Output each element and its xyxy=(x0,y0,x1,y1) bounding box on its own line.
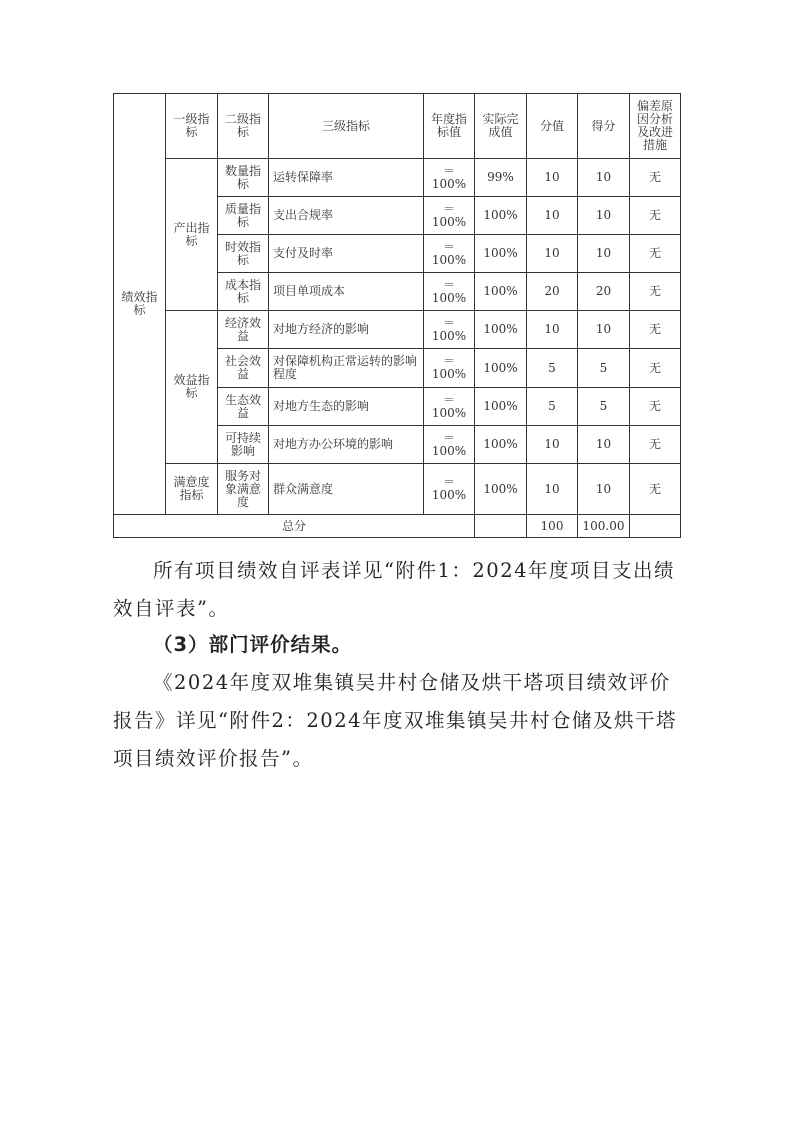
level2-cell: 服务对象满意度 xyxy=(218,464,269,515)
target-cell: ＝100% xyxy=(424,235,475,273)
level3-cell: 运转保障率 xyxy=(269,159,424,197)
actual-cell: 100% xyxy=(475,197,527,235)
level3-cell: 对地方经济的影响 xyxy=(269,311,424,349)
header-level3: 三级指标 xyxy=(269,94,424,159)
actual-cell: 100% xyxy=(475,273,527,311)
category-cell: 绩效指标 xyxy=(114,94,166,515)
value-cell: 20 xyxy=(527,273,578,311)
deviation-cell: 无 xyxy=(630,464,681,515)
value-cell: 10 xyxy=(527,311,578,349)
deviation-cell: 无 xyxy=(630,235,681,273)
target-cell: ＝100% xyxy=(424,311,475,349)
paragraph-attachment1-cont xyxy=(113,590,685,628)
total-score: 100.00 xyxy=(578,515,630,538)
level3-cell: 对地方办公环境的影响 xyxy=(269,426,424,464)
value-cell: 10 xyxy=(527,197,578,235)
deviation-cell: 无 xyxy=(630,159,681,197)
header-annual-target: 年度指标值 xyxy=(424,94,475,159)
table-row xyxy=(114,159,681,197)
p2-line2: 报告》详见“附件2：2024年度双堆集镇吴井村仓储及烘干塔 xyxy=(113,709,678,732)
section-heading xyxy=(113,626,685,664)
total-value: 100 xyxy=(527,515,578,538)
value-cell: 5 xyxy=(527,388,578,426)
level3-cell: 对地方生态的影响 xyxy=(269,388,424,426)
score-cell: 10 xyxy=(578,464,630,515)
level2-cell: 可持续影响 xyxy=(218,426,269,464)
score-cell: 10 xyxy=(578,159,630,197)
p1-line1: 所有项目绩效自评表详见“附件1：2024年度项目支出绩 xyxy=(153,559,676,582)
target-cell: ＝100% xyxy=(424,273,475,311)
level3-cell: 对保障机构正常运转的影响程度 xyxy=(269,349,424,388)
actual-cell: 100% xyxy=(475,311,527,349)
header-row xyxy=(114,94,681,159)
group-benefit: 效益指标 xyxy=(166,311,218,464)
performance-table xyxy=(113,93,681,538)
value-cell: 10 xyxy=(527,159,578,197)
deviation-cell: 无 xyxy=(630,349,681,388)
level3-cell: 支出合规率 xyxy=(269,197,424,235)
paragraph-report xyxy=(113,664,685,702)
actual-cell: 100% xyxy=(475,388,527,426)
target-cell: ＝100% xyxy=(424,197,475,235)
paragraph-report-end xyxy=(113,740,685,778)
actual-cell: 99% xyxy=(475,159,527,197)
table-row xyxy=(114,464,681,515)
group-output: 产出指标 xyxy=(166,159,218,311)
p2-line1: 《2024年度双堆集镇吴井村仓储及烘干塔项目绩效评价 xyxy=(153,671,671,694)
deviation-cell: 无 xyxy=(630,311,681,349)
level2-cell: 时效指标 xyxy=(218,235,269,273)
target-cell: ＝100% xyxy=(424,349,475,388)
header-actual: 实际完成值 xyxy=(475,94,527,159)
deviation-cell: 无 xyxy=(630,197,681,235)
value-cell: 10 xyxy=(527,235,578,273)
table-row xyxy=(114,311,681,349)
level2-cell: 质量指标 xyxy=(218,197,269,235)
total-actual xyxy=(475,515,527,538)
level3-cell: 项目单项成本 xyxy=(269,273,424,311)
header-score-got: 得分 xyxy=(578,94,630,159)
paragraph-attachment1 xyxy=(113,552,685,590)
score-cell: 20 xyxy=(578,273,630,311)
deviation-cell: 无 xyxy=(630,273,681,311)
level2-cell: 经济效益 xyxy=(218,311,269,349)
total-label: 总分 xyxy=(114,515,475,538)
score-cell: 10 xyxy=(578,426,630,464)
level3-cell: 群众满意度 xyxy=(269,464,424,515)
p2-line3: 项目绩效评价报告”。 xyxy=(113,747,314,770)
header-level1: 一级指标 xyxy=(166,94,218,159)
target-cell: ＝100% xyxy=(424,426,475,464)
score-cell: 5 xyxy=(578,388,630,426)
actual-cell: 100% xyxy=(475,426,527,464)
header-deviation: 偏差原因分析及改进措施 xyxy=(630,94,681,159)
total-row xyxy=(114,515,681,538)
value-cell: 10 xyxy=(527,464,578,515)
total-deviation xyxy=(630,515,681,538)
level2-cell: 生态效益 xyxy=(218,388,269,426)
actual-cell: 100% xyxy=(475,464,527,515)
header-score-value: 分值 xyxy=(527,94,578,159)
score-cell: 5 xyxy=(578,349,630,388)
deviation-cell: 无 xyxy=(630,388,681,426)
heading-text: （3）部门评价结果。 xyxy=(153,633,353,656)
paragraph-report-cont xyxy=(113,702,685,740)
level3-cell: 支付及时率 xyxy=(269,235,424,273)
level2-cell: 数量指标 xyxy=(218,159,269,197)
value-cell: 5 xyxy=(527,349,578,388)
actual-cell: 100% xyxy=(475,235,527,273)
level2-cell: 社会效益 xyxy=(218,349,269,388)
level2-cell: 成本指标 xyxy=(218,273,269,311)
value-cell: 10 xyxy=(527,426,578,464)
score-cell: 10 xyxy=(578,311,630,349)
deviation-cell: 无 xyxy=(630,426,681,464)
header-level2: 二级指标 xyxy=(218,94,269,159)
score-cell: 10 xyxy=(578,235,630,273)
target-cell: ＝100% xyxy=(424,159,475,197)
target-cell: ＝100% xyxy=(424,388,475,426)
target-cell: ＝100% xyxy=(424,464,475,515)
score-cell: 10 xyxy=(578,197,630,235)
p1-line2: 效自评表”。 xyxy=(113,597,230,620)
group-satisfaction: 满意度指标 xyxy=(166,464,218,515)
actual-cell: 100% xyxy=(475,349,527,388)
